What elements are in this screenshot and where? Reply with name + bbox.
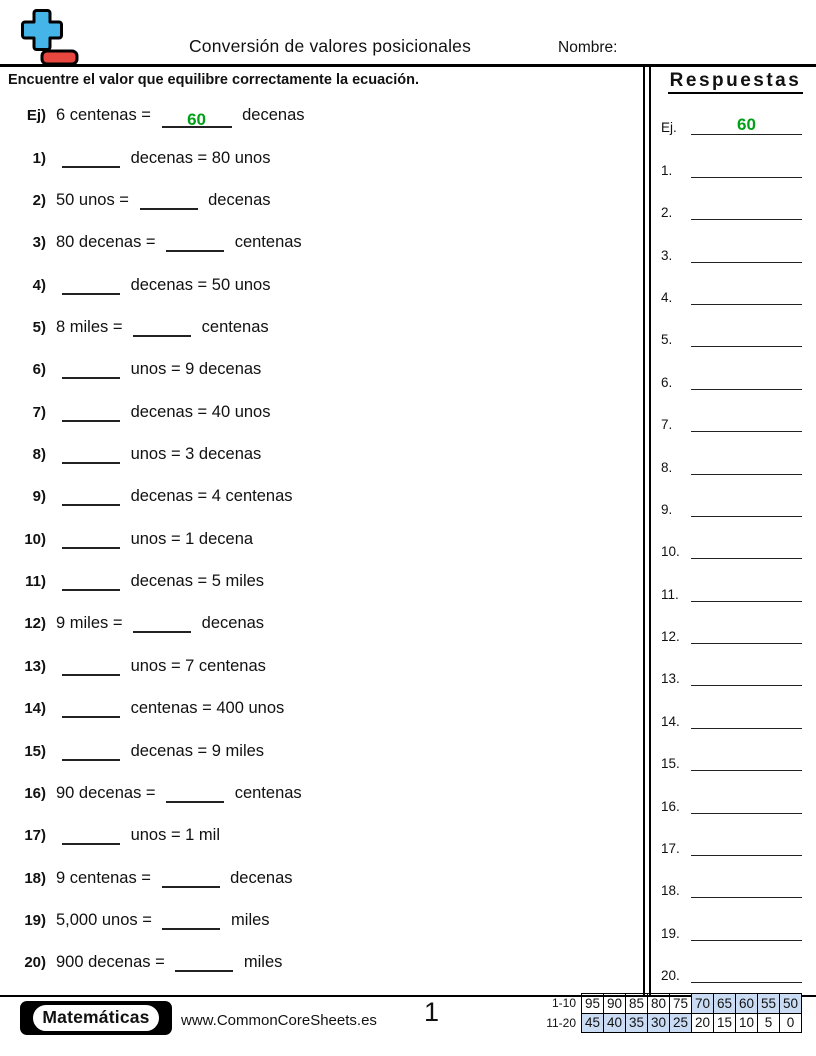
- problem-row: [0, 386, 640, 428]
- problem-text-post: unos = 9 decenas: [126, 360, 262, 379]
- answer-row: [655, 222, 816, 264]
- answer-label: 17.: [661, 841, 680, 857]
- problem-row: [0, 132, 640, 174]
- answer-label: 6.: [661, 374, 673, 390]
- page-number: 1: [424, 997, 440, 1027]
- problem-text-post: unos = 7 centenas: [126, 656, 266, 675]
- problem-body: [56, 189, 271, 210]
- brand-logo: [20, 7, 82, 67]
- problem-body: [56, 528, 253, 549]
- problem-text-post: decenas = 4 centenas: [126, 487, 293, 506]
- problem-text-post: decenas = 5 miles: [126, 572, 265, 591]
- score-cell: 80: [648, 994, 670, 1014]
- problem-number: 14): [24, 700, 46, 718]
- answer-label: 11.: [661, 586, 679, 602]
- answer-blank: [62, 279, 120, 295]
- problem-row: [0, 895, 640, 937]
- answer-blank: [62, 745, 120, 761]
- answer-blank: [162, 872, 220, 888]
- answer-label: 8.: [661, 459, 673, 475]
- answer-line: [691, 180, 802, 220]
- minus-icon: [42, 51, 77, 64]
- problem-number: 19): [24, 911, 46, 929]
- score-cell: 55: [758, 994, 780, 1014]
- answer-blank: [133, 617, 191, 633]
- problem-text-post: decenas: [203, 191, 271, 210]
- problem-body: [56, 274, 271, 295]
- problem-text-post: decenas = 9 miles: [126, 741, 265, 760]
- problem-body: [56, 612, 264, 633]
- answer-label: 1.: [661, 162, 673, 178]
- problem-number: 11): [25, 573, 46, 591]
- score-cell: 65: [714, 994, 736, 1014]
- answer-row: [655, 265, 816, 307]
- answer-line: [691, 943, 802, 983]
- answer-label: 16.: [661, 798, 680, 814]
- problem-text-post: centenas: [230, 233, 302, 252]
- problem-row: [0, 598, 640, 640]
- column-divider: [643, 67, 651, 995]
- problem-text-pre: 80 decenas =: [56, 233, 161, 252]
- problem-body: [56, 106, 305, 130]
- score-cell: 60: [736, 994, 758, 1014]
- problem-row: [0, 259, 640, 301]
- answer-label: 9.: [661, 501, 673, 517]
- example-answer-value: 60: [187, 110, 206, 130]
- score-range-label: 11-20: [546, 1015, 576, 1030]
- answer-label: 7.: [661, 417, 673, 433]
- answers-title: Respuestas: [668, 70, 804, 94]
- answer-label: 14.: [661, 713, 680, 729]
- score-row: [546, 1013, 801, 1033]
- answer-line: [691, 900, 802, 940]
- answer-label: 18.: [661, 883, 680, 899]
- problem-body: [56, 740, 264, 761]
- problem-number: 12): [24, 615, 46, 633]
- problem-body: [56, 697, 284, 718]
- answer-blank: [62, 363, 120, 379]
- problem-row: [0, 513, 640, 555]
- answer-row: [655, 95, 816, 137]
- problem-number: 17): [24, 827, 46, 845]
- problem-text-pre: 50 unos =: [56, 191, 134, 210]
- problem-body: [56, 867, 293, 888]
- problem-row: [0, 217, 640, 259]
- answer-row: [655, 392, 816, 434]
- problem-row: [0, 471, 640, 513]
- answer-row: [655, 731, 816, 773]
- answers-list: [655, 95, 816, 985]
- problem-number: 13): [24, 657, 46, 675]
- problem-number: 15): [24, 742, 46, 760]
- problem-row: [0, 852, 640, 894]
- score-cell: 5: [758, 1013, 780, 1033]
- answer-row: [655, 604, 816, 646]
- problem-number: 3): [32, 234, 46, 252]
- problem-row: [0, 768, 640, 810]
- instruction-text: Encuentre el valor que equilibre correctamente la ecuación.: [8, 72, 419, 88]
- score-row: [546, 994, 801, 1014]
- answer-blank: [175, 956, 233, 972]
- answer-line: [691, 222, 802, 262]
- problem-body: [56, 231, 302, 252]
- problem-text-post: unos = 3 decenas: [126, 445, 262, 464]
- answer-row: [655, 816, 816, 858]
- problem-text-post: miles: [226, 910, 270, 929]
- worksheet-title: Conversión de valores posicionales: [188, 36, 472, 56]
- answer-line: [691, 816, 802, 856]
- answer-line: [691, 392, 802, 432]
- problem-number: 9): [32, 488, 46, 506]
- problem-body: [56, 824, 220, 845]
- answer-line: [691, 137, 802, 177]
- answer-blank: [62, 660, 120, 676]
- answer-blank: [62, 406, 120, 422]
- answer-label: 20.: [661, 968, 680, 984]
- problem-body: [56, 401, 271, 422]
- score-cell: 0: [780, 1013, 802, 1033]
- header: [0, 0, 816, 67]
- name-label: Nombre:: [558, 39, 618, 56]
- answer-label: 10.: [661, 544, 680, 560]
- problem-number: Ej): [26, 107, 46, 125]
- score-cell: 90: [604, 994, 626, 1014]
- problem-number: 18): [24, 869, 46, 887]
- answer-line: [691, 349, 802, 389]
- problem-text-pre: 8 miles =: [56, 318, 128, 337]
- problem-number: 16): [24, 784, 46, 802]
- problem-body: [56, 443, 261, 464]
- problem-body: [56, 358, 261, 379]
- problem-text-pre: 6 centenas =: [56, 106, 156, 125]
- answer-label: 2.: [661, 205, 673, 221]
- problem-body: [56, 909, 270, 930]
- problem-body: [56, 147, 271, 168]
- score-cell: 15: [714, 1013, 736, 1033]
- problem-body: [56, 655, 266, 676]
- answer-line: [691, 561, 802, 601]
- problem-text-pre: 90 decenas =: [56, 783, 161, 802]
- answer-blank: [62, 829, 120, 845]
- answer-row: [655, 519, 816, 561]
- answer-label: 4.: [661, 289, 673, 305]
- problem-row: [0, 429, 640, 471]
- answer-row: [655, 900, 816, 942]
- problem-text-pre: 9 miles =: [56, 614, 128, 633]
- score-table: [546, 993, 802, 1033]
- score-cell: 45: [582, 1013, 604, 1033]
- problem-row: [0, 725, 640, 767]
- answer-label: 13.: [661, 671, 680, 687]
- answer-line: [691, 477, 802, 517]
- problem-text-post: miles: [239, 953, 283, 972]
- problem-text-post: centenas: [197, 318, 269, 337]
- score-cell: 40: [604, 1013, 626, 1033]
- score-cell: 95: [582, 994, 604, 1014]
- answer-line: [691, 604, 802, 644]
- answer-row: [655, 434, 816, 476]
- score-cell: 50: [780, 994, 802, 1014]
- answer-row: [655, 943, 816, 985]
- answer-row: [655, 858, 816, 900]
- problem-text-post: centenas: [230, 783, 302, 802]
- problem-number: 8): [32, 446, 46, 464]
- problem-number: 1): [32, 149, 46, 167]
- problem-text-post: unos = 1 mil: [126, 826, 221, 845]
- brand-name: Matemáticas: [32, 1004, 159, 1032]
- answer-line: [691, 434, 802, 474]
- answer-row: [655, 307, 816, 349]
- problem-text-pre: 9 centenas =: [56, 868, 156, 887]
- problem-body: [56, 485, 293, 506]
- problem-row: [0, 683, 640, 725]
- problem-number: 4): [32, 276, 46, 294]
- problem-text-post: decenas: [225, 868, 293, 887]
- website-link: www.CommonCoreSheets.es: [181, 1012, 377, 1029]
- answer-line: [691, 519, 802, 559]
- answer-label: 15.: [661, 756, 680, 772]
- answer-line: [691, 688, 802, 728]
- score-cell: 75: [670, 994, 692, 1014]
- problem-text-post: decenas = 80 unos: [126, 148, 271, 167]
- problem-row: [0, 810, 640, 852]
- answer-label: Ej.: [661, 120, 677, 136]
- answer-blank: [62, 702, 120, 718]
- problem-row: [0, 175, 640, 217]
- problem-body: [56, 782, 302, 803]
- problem-body: [56, 951, 282, 972]
- score-cell: 30: [648, 1013, 670, 1033]
- answer-line: [691, 95, 802, 135]
- answer-value: 60: [737, 114, 756, 134]
- answer-row: [655, 180, 816, 222]
- answer-line: [691, 265, 802, 305]
- problem-row: [0, 937, 640, 979]
- answers-header: [655, 70, 816, 92]
- problem-number: 2): [32, 192, 46, 210]
- answer-line: [691, 307, 802, 347]
- problem-row: [0, 90, 640, 132]
- problem-row: [0, 302, 640, 344]
- score-range-label: 1-10: [551, 996, 576, 1011]
- answer-line: [691, 773, 802, 813]
- problem-row: [0, 344, 640, 386]
- answer-blank: [62, 490, 120, 506]
- score-cell: 70: [692, 994, 714, 1014]
- problem-number: 7): [32, 403, 46, 421]
- answer-label: 3.: [661, 247, 673, 263]
- problem-text-post: unos = 1 decena: [126, 529, 254, 548]
- answer-line: [691, 646, 802, 686]
- score-cell: 25: [670, 1013, 692, 1033]
- answer-blank: [140, 194, 198, 210]
- problem-text-post: decenas: [197, 614, 265, 633]
- problem-row: [0, 640, 640, 682]
- answer-label: 5.: [661, 332, 673, 348]
- score-cell: 10: [736, 1013, 758, 1033]
- answer-row: [655, 773, 816, 815]
- score-cell: 20: [692, 1013, 714, 1033]
- problem-body: [56, 316, 269, 337]
- problem-row: [0, 556, 640, 598]
- footer: [0, 995, 816, 1056]
- answer-row: [655, 688, 816, 730]
- answer-row: [655, 561, 816, 603]
- answer-blank: [162, 914, 220, 930]
- problem-text-post: centenas = 400 unos: [126, 699, 285, 718]
- problem-body: [56, 570, 264, 591]
- problem-list: [0, 90, 640, 979]
- answer-blank: [166, 236, 224, 252]
- problem-number: 6): [32, 361, 46, 379]
- answer-row: [655, 646, 816, 688]
- answer-row: [655, 477, 816, 519]
- answer-row: [655, 349, 816, 391]
- problem-text-post: decenas = 40 unos: [126, 402, 271, 421]
- problem-text-pre: 5,000 unos =: [56, 910, 157, 929]
- answer-blank: [62, 152, 120, 168]
- answer-label: 12.: [661, 629, 680, 645]
- answer-blank: [62, 448, 120, 464]
- brand-badge: [20, 1001, 172, 1035]
- answer-line: [691, 858, 802, 898]
- problem-number: 5): [32, 319, 46, 337]
- problem-number: 20): [24, 954, 46, 972]
- answer-blank: [133, 321, 191, 337]
- score-cell: 85: [626, 994, 648, 1014]
- answer-row: [655, 137, 816, 179]
- answer-line: [691, 731, 802, 771]
- answer-blank: [166, 787, 224, 803]
- score-cell: 35: [626, 1013, 648, 1033]
- answer-blank: [162, 112, 232, 128]
- answer-label: 19.: [661, 925, 680, 941]
- plus-icon: [23, 11, 62, 50]
- answer-blank: [62, 575, 120, 591]
- problem-text-post: decenas: [237, 106, 305, 125]
- score-grid: [546, 993, 802, 1033]
- answer-blank: [62, 533, 120, 549]
- problem-text-pre: 900 decenas =: [56, 953, 170, 972]
- problem-number: 10): [24, 530, 46, 548]
- problem-text-post: decenas = 50 unos: [126, 275, 271, 294]
